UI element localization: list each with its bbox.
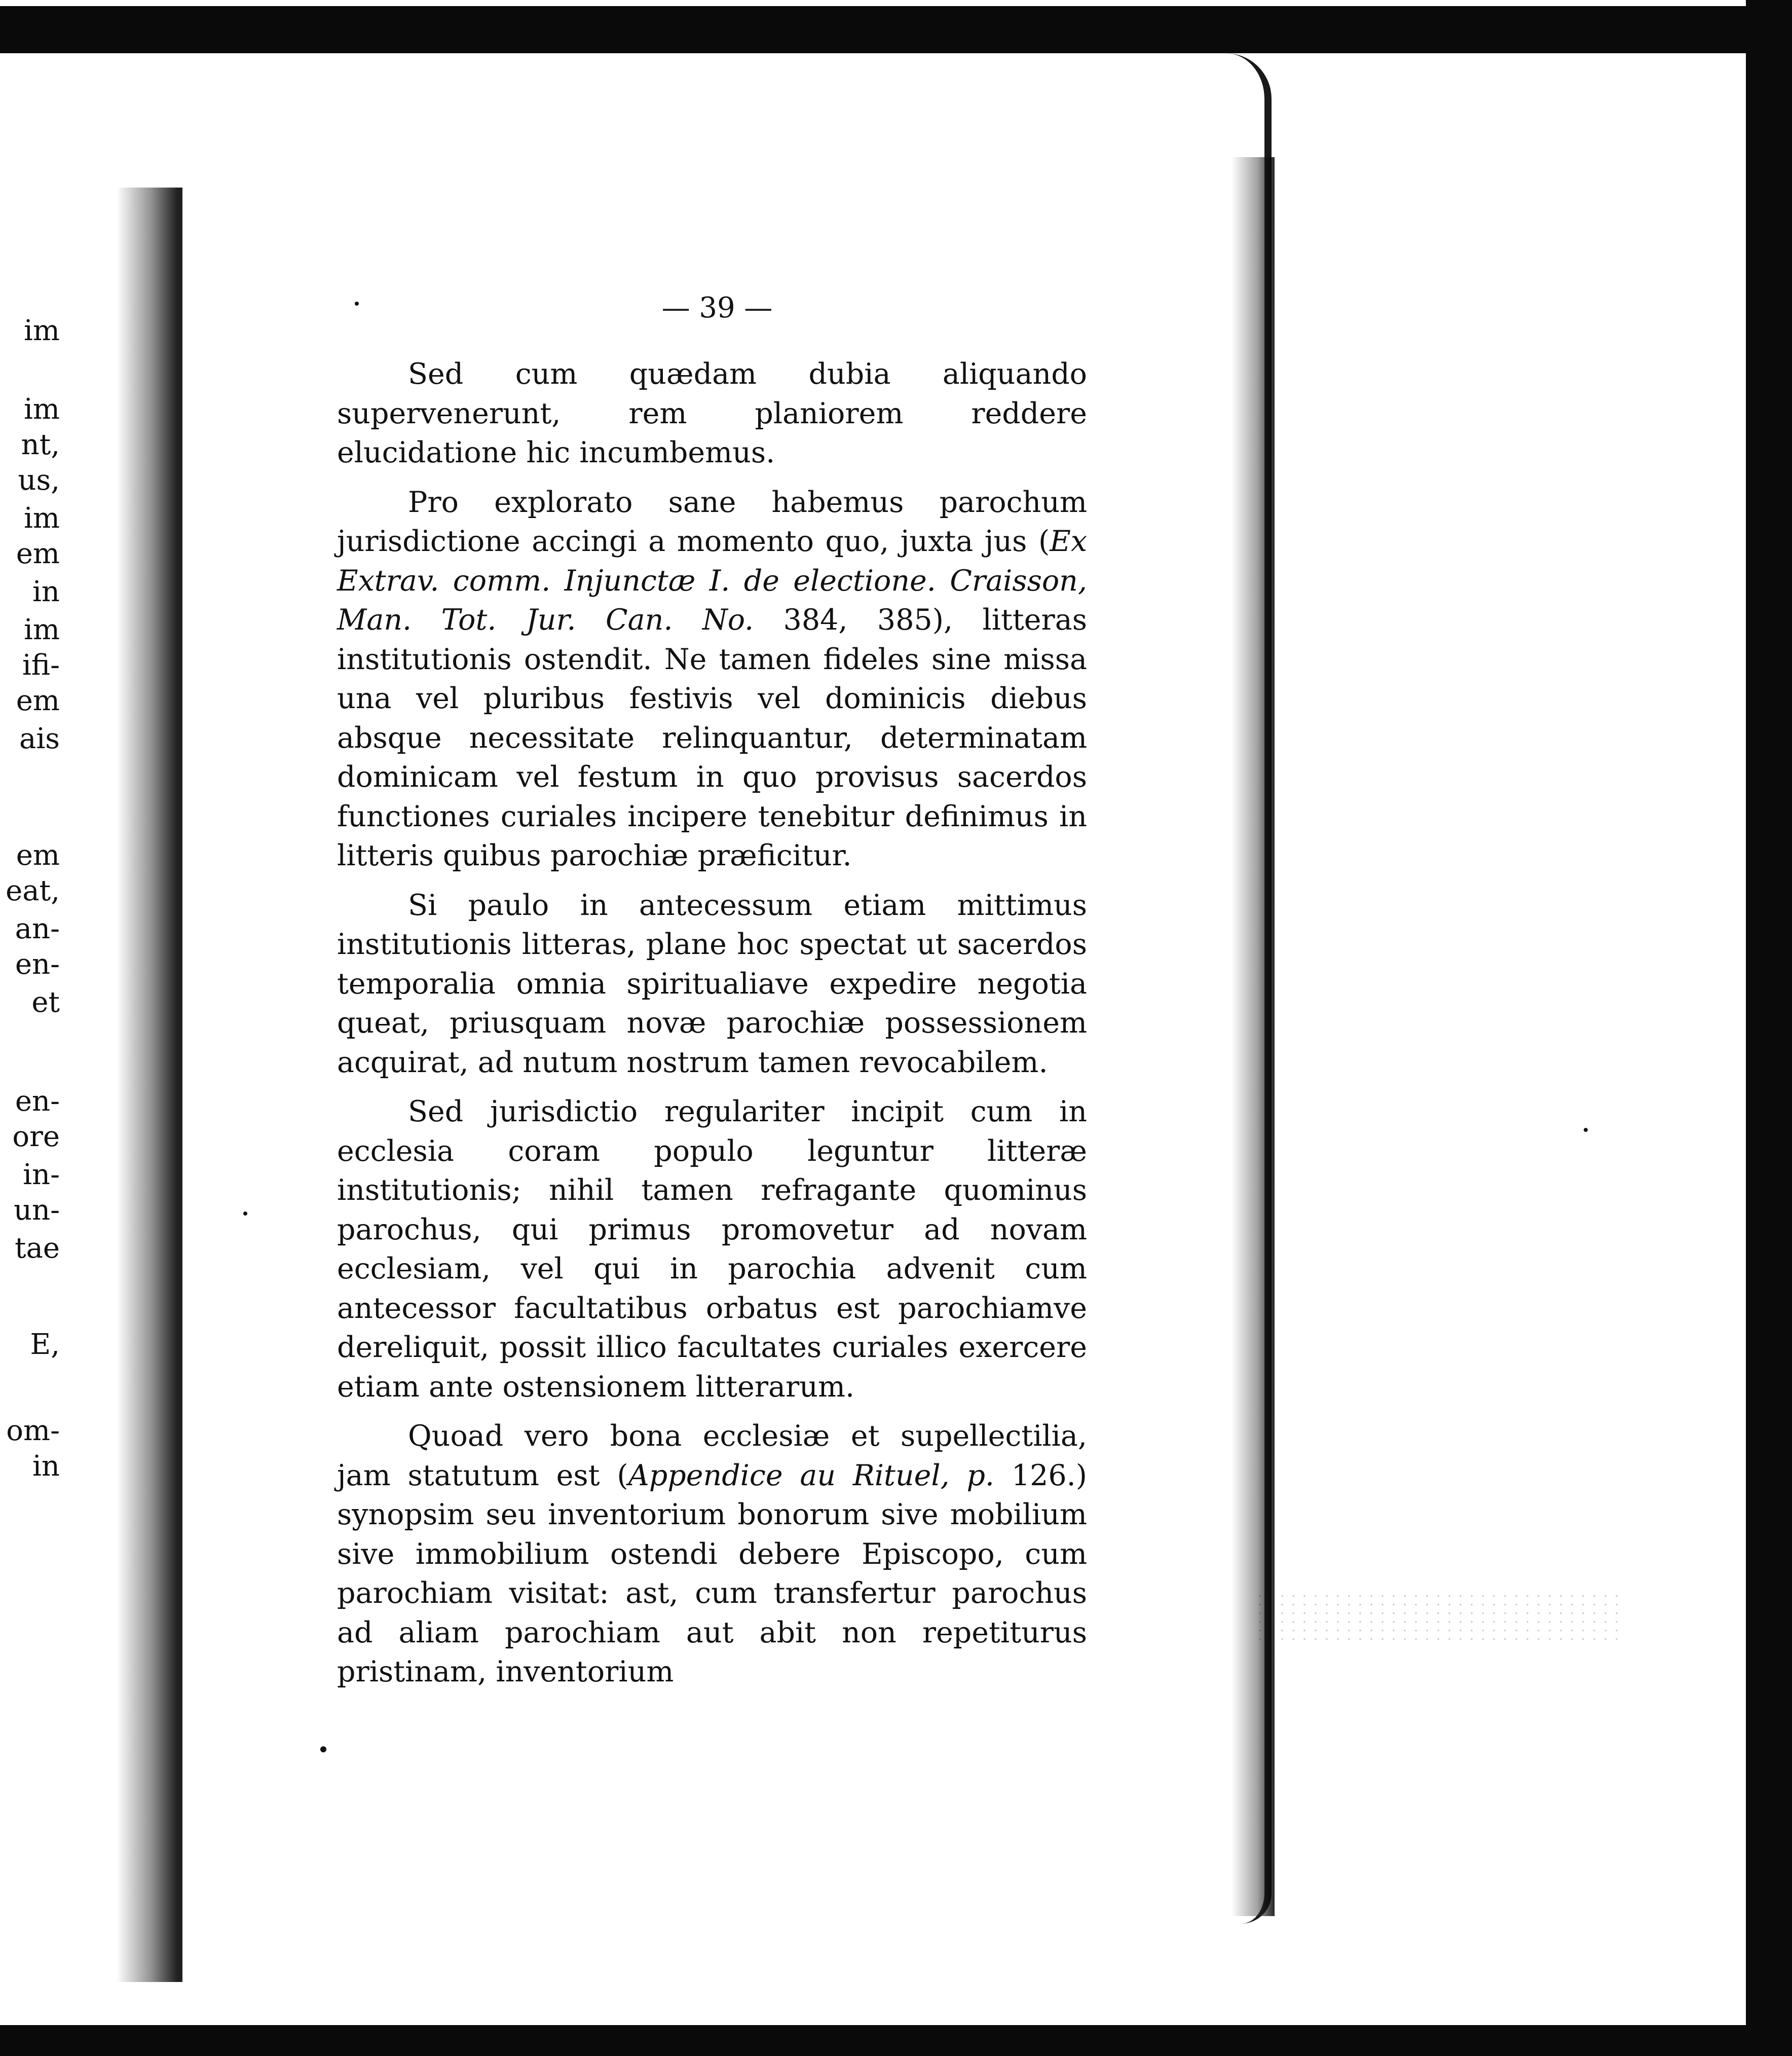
italic-citation: Ex Extrav. comm. Injunctæ I. de electione. Craisson, Man. Tot. Jur. Can. No. (337, 525, 1087, 637)
left-page-text-fragments (0, 53, 66, 2025)
left-page-fragment: im (23, 314, 60, 347)
left-page-fragment: in- (23, 1158, 60, 1191)
left-page-fragment: in (32, 1450, 60, 1483)
left-page-fragment: ais (19, 722, 60, 755)
left-page-fragment: em (16, 537, 60, 570)
text-segment: 126.) synopsim seu inventorium bonorum sive mobilium sive immobilium ostendi debere Episcopo, cum parochiam visitat: ast, cum transfertur parochus ad aliam parochiam aut abit non repetiturus pristinam, inventorium (337, 1458, 1087, 1688)
left-page-fragment: en- (15, 948, 60, 981)
left-page-fragment: nt, (21, 428, 60, 461)
paragraph (337, 1417, 1087, 1692)
left-page-fragment: et (31, 986, 60, 1019)
left-page-fragment: eat, (6, 874, 60, 907)
left-page-fragment: im (23, 613, 60, 646)
left-page-fragment: en- (15, 1085, 60, 1118)
speck (1584, 1128, 1588, 1132)
speck (355, 302, 359, 306)
left-page-fragment: us, (18, 464, 60, 497)
scan-specks (1254, 1592, 1624, 1642)
scan-edge-top (0, 0, 1792, 6)
text-segment: Si paulo in antecessum etiam mittimus institutionis litteras, plane hoc spectat ut sacerdos temporalia omnia spiritualiave expedire negotia queat, priusquam novæ parochiæ possessionem acquirat, ad nutum nostrum tamen revocabilem. (337, 888, 1087, 1079)
paragraph (337, 355, 1087, 473)
scan-border-top (0, 0, 1792, 53)
left-page-fragment: om- (6, 1414, 60, 1447)
left-page-fragment: E, (30, 1328, 60, 1361)
left-page (0, 53, 182, 2025)
paragraph (337, 886, 1087, 1083)
body-text (337, 355, 1087, 1702)
left-page-fragment: im (23, 502, 60, 535)
text-segment: 384, 385), litteras institutionis ostendit. Ne tamen fideles sine missa una vel pluribus festivis vel dominicis diebus absque necessitate relinquantur, determinatam dominicam vel festum in quo provisus sacerdos functiones curiales incipere tenebitur definimus in litteris quibus parochiæ præficitur. (337, 603, 1087, 872)
left-page-fragment: ifi- (22, 649, 60, 682)
text-segment: Pro explorato sane habemus parochum jurisdictione accingi a momento quo, juxta jus ( (337, 485, 1087, 558)
left-page-fragment: em (16, 684, 60, 717)
book-gutter-shadow (117, 188, 182, 1982)
text-segment: Sed cum quædam dubia aliquando supervenerunt, rem planiorem reddere elucidatione hic incumbemus. (337, 357, 1087, 469)
left-page-fragment: un- (13, 1194, 60, 1227)
page-edge-shadow (1231, 157, 1275, 1916)
left-page-fragment: im (23, 393, 60, 426)
paragraph (337, 483, 1087, 876)
left-page-fragment: em (16, 839, 60, 872)
speck (320, 1746, 326, 1752)
text-segment: Quoad vero bona ecclesiæ et supellectilia, jam statutum est ( (337, 1419, 1087, 1492)
speck (243, 1211, 247, 1216)
page-number: — 39 — (661, 291, 773, 324)
paragraph (337, 1092, 1087, 1407)
left-page-fragment: an- (15, 912, 60, 945)
italic-citation: Appendice au Rituel, p. (628, 1458, 995, 1492)
left-page-fragment: ore (12, 1120, 60, 1153)
left-page-fragment: in (32, 575, 60, 608)
left-page-fragment: tae (14, 1232, 60, 1265)
scan-border-bottom (0, 2025, 1792, 2056)
scan-border-right (1746, 0, 1792, 2056)
text-segment: Sed jurisdictio regulariter incipit cum in ecclesia coram populo leguntur litteræ institutionis; nihil tamen refragante quominus parochus, qui primus promovetur ad novam ecclesiam, vel qui in parochia advenit cum antecessor facultatibus orbatus est parochiamve dereliquit, possit illico facultates curiales exercere etiam ante ostensionem litterarum. (337, 1095, 1087, 1404)
